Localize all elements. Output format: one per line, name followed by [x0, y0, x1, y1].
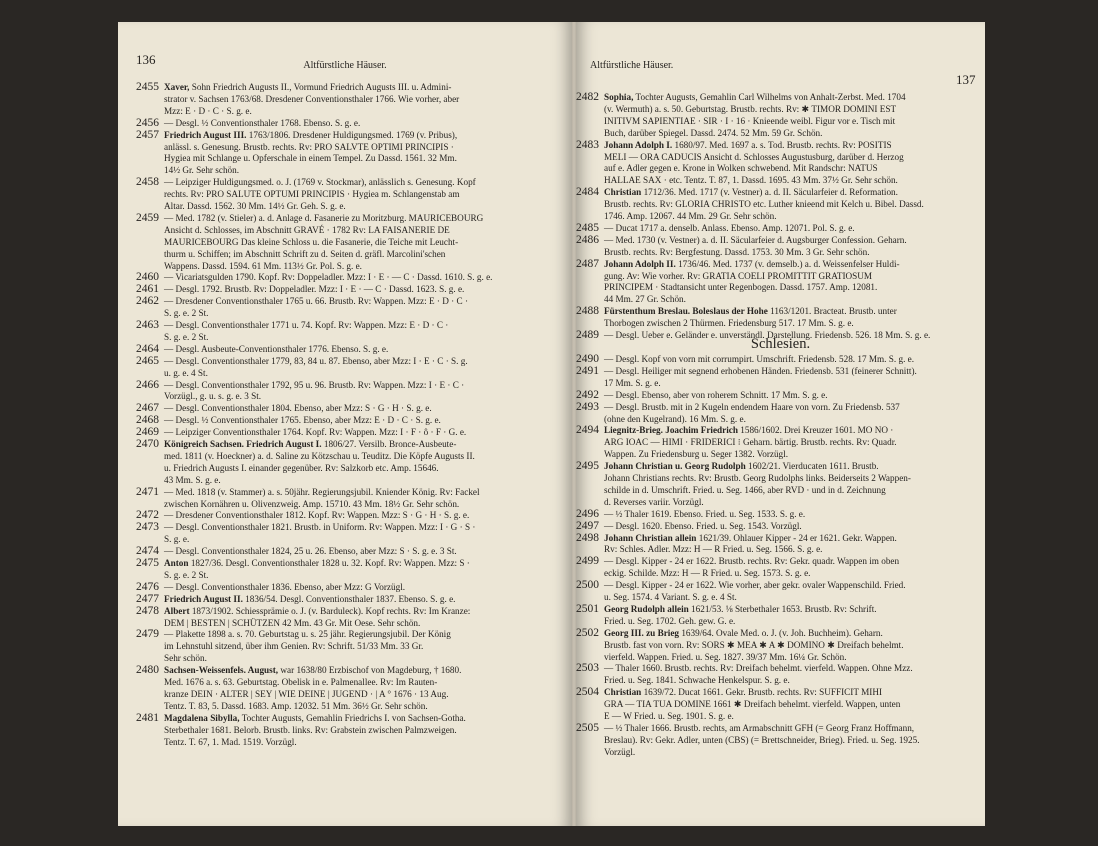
entry-number: 2467 [136, 403, 159, 415]
entry-text: — Desgl. Ebenso, aber von roherem Schnitt. 17 Mm. S. g. e. [604, 389, 828, 400]
catalog-entry [136, 213, 568, 273]
entry-text: — Desgl. Brustb. mit in 2 Kugeln endendem Haare von vorn. Zu Friedensb. 537 (ohne den Kugelrand). 16 Mm. S. g. e. [604, 401, 900, 424]
entry-text: — Leipziger Huldigungsmed. o. J. (1769 v. Stockmar), anlässlich s. Genesung. Kopf rechts. Rv: PRO SALUTE OPTUMI PRINCIPIS · Hygiea m. Schlangenstab am Altar. Dassd. 1562. 30 Mm. 14½ Gr. Geh. S. g. e. [164, 177, 476, 211]
entry-number: 2486 [576, 234, 599, 246]
catalog-entry [576, 223, 978, 235]
entry-number: 2488 [576, 306, 599, 318]
entry-number: 2497 [576, 520, 599, 532]
entry-text: — Med. 1782 (v. Stieler) a. d. Anlage d. Fasanerie zu Moritzburg. MAURICEBOURG Ansicht d. Schlosses, im Abschnitt GRAVÉ · 1782 Rv: LA FAISANERIE DE MAURICEBOURG Das kleine Schloss u. die Fasanerie, die Teiche mit Leucht- thurm u. Schiffen; im Abschnitt Schrift zu d. Seiten d. gräfl. Marcolini'schen Wappens. Dassd. 1594. 61 Mm. 113½ Gr. Pol. S. g. e. [164, 212, 484, 271]
catalog-entry [136, 546, 568, 558]
entry-text: — Desgl. Heiliger mit segnend erhobenen Händen. Friedensb. 531 (feinerer Schnitt). 17 Mm. S. g. e. [604, 365, 917, 388]
catalog-entry [576, 187, 978, 223]
catalog-entry [136, 439, 568, 487]
catalog-entry [576, 306, 978, 330]
entry-text: — Leipziger Conventionsthaler 1764. Kopf. Rv: Wappen. Mzz: I · F · ô · F · G. e. [164, 427, 467, 438]
catalog-entry [136, 594, 568, 606]
entry-text: Sachsen-Weissenfels. August, war 1638/80 Erzbischof von Magdeburg, † 1680. Med. 1676 a. s. 63. Geburtstag. Obelisk in e. Palmenallee. Rv: Im Rauten- kranze DEIN · ALTER | SEY | WIE DEINE | JUGEND · | A ° 1676 · 13 Aug. Tentz. T. 83, 5. Dassd. 1683. Amp. 12032. 51 Mm. 36½ Gr. Sehr schön. [164, 665, 462, 711]
entry-number: 2460 [136, 272, 159, 284]
entry-text: — Desgl. Kipper - 24 er 1622. Brustb. rechts. Rv: Gekr. quadr. Wappen im oben eckig. Schilde. Mzz: H — R Fried. u. Seg. 1573. S. g. e. [604, 556, 900, 579]
entry-number: 2487 [576, 258, 599, 270]
entry-number: 2490 [576, 354, 599, 365]
entry-number: 2493 [576, 401, 599, 413]
catalog-entry [136, 130, 568, 178]
entry-number: 2471 [136, 486, 159, 498]
entry-text: Königreich Sachsen. Friedrich August I. 1806/27. Versilb. Bronce-Ausbeute- med. 1811 (v. Hoeckner) a. d. Saline zu Kötzschau u. Teuditz. Die Köpfe Augusts II. u. Friedrich Augusts I. einander gegenüber. Rv: Salzkorb etc. Amp. 15646. 43 Mm. S. g. e. [164, 439, 475, 485]
entry-number: 2505 [576, 722, 599, 734]
catalog-entry [136, 558, 568, 582]
catalog-entry [136, 582, 568, 594]
entry-number: 2485 [576, 222, 599, 234]
entry-number: 2479 [136, 629, 159, 641]
entry-text: — Med. 1730 (v. Vestner) a. d. II. Säcularfeier d. Augsburger Confession. Geharn. Brustb. rechts. Rv: Bergfestung. Dassd. 1753. 30 Mm. 3 Gr. Sehr schön. [604, 234, 907, 257]
entry-number: 2500 [576, 580, 599, 592]
entry-text: — ½ Thaler 1619. Ebenso. Fried. u. Seg. 1533. S. g. e. [604, 508, 806, 519]
catalog-entry [576, 425, 978, 461]
entry-text: Anton 1827/36. Desgl. Conventionsthaler 1828 u. 32. Kopf. Rv: Wappen. Mzz: S · S. g. e. 2 St. [164, 558, 470, 580]
entry-text: — Desgl. Conventionsthaler 1836. Ebenso, aber Mzz: G Vorzügl. [164, 581, 406, 592]
catalog-entry [136, 380, 568, 404]
entry-text: — Desgl. Conventionsthaler 1771 u. 74. Kopf. Rv: Wappen. Mzz: E · D · C · S. g. e. 2 St. [164, 320, 449, 342]
page-number: 137 [956, 72, 976, 87]
catalog-entry [136, 629, 568, 665]
catalog-entry [576, 92, 978, 140]
entry-number: 2474 [136, 546, 159, 558]
entry-number: 2462 [136, 296, 159, 308]
catalog-entry [576, 390, 978, 402]
entry-text: Christian 1639/72. Ducat 1661. Gekr. Brustb. rechts. Rv: SUFFICIT MIHI GRA — TIA TUA DOMINE 1661 ✱ Dreifach behelmt. vierfeld. Wappen, unten E — W Fried. u. Seg. 1901. S. g. e. [604, 687, 901, 721]
entry-text: — Desgl. Conventionsthaler 1821. Brustb. in Uniform. Rv: Wappen. Mzz: I · G · S · S. g. e. [164, 522, 476, 545]
entry-text: Friedrich August II. 1836/54. Desgl. Conventionsthaler 1837. Ebenso. S. g. e. [164, 593, 456, 604]
entry-number: 2464 [136, 343, 159, 355]
entry-text: — Desgl. Ausbeute-Conventionsthaler 1776. Ebenso. S. g. e. [164, 343, 389, 354]
catalog-entry [576, 140, 978, 188]
entry-number: 2468 [136, 415, 159, 427]
entry-text: — Dresdener Conventionsthaler 1765 u. 66. Brustb. Rv: Wappen. Mzz: E · D · C · S. g. e. 2 St. [164, 296, 469, 319]
entry-text: — Plakette 1898 a. s. 70. Geburtstag u. s. 25 jähr. Regierungsjubil. Der König im Lehnstuhl sitzend, über ihm Genien. Rv: Schrift. 51/33 Mm. 33 Gr. Sehr schön. [164, 629, 451, 664]
catalog-entry [136, 510, 568, 522]
catalog-entry [576, 354, 978, 366]
entry-text: — Thaler 1660. Brustb. rechts. Rv: Dreifach behelmt. vierfeld. Wappen. Ohne Mzz. Fried. u. Seg. 1841. Schwache Henkelspur. S. g. e. [604, 663, 913, 686]
entry-number: 2459 [136, 212, 159, 224]
entry-number: 2478 [136, 605, 159, 617]
entry-text: — Desgl. Conventionsthaler 1792, 95 u. 96. Brustb. Rv: Wappen. Mzz: I · E · C · Vorzügl., g. u. s. g. e. 3 St. [164, 379, 465, 402]
entry-number: 2502 [576, 627, 599, 639]
entry-text: — Ducat 1717 a. denselb. Anlass. Ebenso. Amp. 12071. Pol. S. g. e. [604, 222, 855, 233]
entry-number: 2492 [576, 389, 599, 401]
entry-text: — Desgl. 1792. Brustb. Rv: Doppeladler. Mzz: I · E · — C · Dassd. 1623. S. g. e. [164, 284, 465, 295]
catalog-entry [576, 509, 978, 521]
catalog-entry [136, 272, 568, 284]
catalog-entry [576, 604, 978, 628]
entry-number: 2457 [136, 129, 159, 141]
entry-text: Sophia, Tochter Augusts, Gemahlin Carl Wilhelms von Anhalt-Zerbst. Med. 1704 (v. Wermuth) a. s. 50. Geburtstag. Brustb. rechts. Rv: ✱ TIMOR DOMINI EST INITIVM SAPIENTIAE · SIR · I · 16 · Knieende weibl. Figur vor e. Tisch mit Buch, darüber Spiegel. Dassd. 2474. 52 Mm. 59 Gr. Schön. [604, 92, 906, 138]
entry-text: Johann Christian allein 1621/39. Ohlauer Kipper - 24 er 1621. Gekr. Wappen. Rv: Schles. Adler. Mzz: H — R Fried. u. Seg. 1566. S. g. e. [604, 532, 897, 555]
section-title: Schlesien. [750, 336, 811, 352]
entry-text: Liegnitz-Brieg. Joachim Friedrich 1586/1602. Drei Kreuzer 1601. MO NO · ARG IOAC — HIMI · FRIDERICI ⁝ Geharn. bärtig. Brustb. rechts. Rv: Quadr. Wappen. Zu Friedensburg u. Seger 1382. Vorzügl. [604, 425, 897, 460]
entry-number: 2489 [576, 330, 599, 341]
entry-number: 2484 [576, 187, 599, 199]
catalog-entry [136, 320, 568, 344]
entry-number: 2472 [136, 510, 159, 522]
entry-number: 2473 [136, 522, 159, 534]
catalog-entry [136, 284, 568, 296]
entry-text: Xaver, Sohn Friedrich Augusts II., Vormund Friedrich Augusts III. u. Admini- strator v. Sachsen 1763/68. Dresdener Conventionsthaler 1766. Wie vorher, aber Mzz: E · D · C · S. g. e. [164, 82, 460, 116]
entry-text: Georg Rudolph allein 1621/53. ⅛ Sterbethaler 1653. Brustb. Rv: Schrift. Fried. u. Seg. 1702. Geh. gew. G. e. [604, 603, 877, 626]
catalog-entry [136, 487, 568, 511]
left-page [118, 22, 572, 826]
entry-text: — Desgl. Kopf von vorn mit corrumpirt. Umschrift. Friedensb. 528. 17 Mm. S. g. e. [604, 354, 915, 364]
entry-text: — Desgl. Kipper - 24 er 1622. Wie vorher, aber gekr. ovaler Wappenschild. Fried. u. Seg. 1574. 4 Variant. S. g. e. 4 St. [604, 580, 906, 602]
entry-number: 2499 [576, 556, 599, 568]
entry-text: — Desgl. ½ Conventionsthaler 1765. Ebenso, aber Mzz: E · D · C · S. g. e. [164, 415, 441, 426]
catalog-entry [576, 628, 978, 664]
catalog-entry [136, 296, 568, 320]
running-header: Altfürstliche Häuser. [303, 60, 387, 71]
entry-text: Johann Christian u. Georg Rudolph 1602/21. Vierducaten 1611. Brustb. Johann Christians rechts. Rv: Brustb. Georg Rudolphs links. Beiderseits 2 Wappen- schilde in d. Umschrift. Fried. u. Seg. 1466, aber RVD · und in d. Zeichnung d. Reverses variir. Vorzügl. [604, 461, 911, 507]
entry-text: Johann Adolph II. 1736/46. Med. 1737 (v. demselb.) a. d. Weissenfelser Huldi- gung. Av: Wie vorher. Rv: GRATIA COELI PROMITTIT GRATIOSUM PRINCIPEM · Stadtansicht unter Regenbogen. Dassd. 1757. Amp. 12081. 44 Mm. 27 Gr. Schön. [604, 258, 900, 305]
entry-text: — Dresdener Conventionsthaler 1812. Kopf. Rv: Wappen. Mzz: S · G · H · S. g. e. [164, 510, 470, 521]
entry-text: — Desgl. Conventionsthaler 1824, 25 u. 26. Ebenso, aber Mzz: S · S. g. e. 3 St. [164, 546, 457, 557]
entry-text: Albert 1873/1902. Schiessprämie o. J. (v. Barduleck). Kopf rechts. Rv: Im Kranze: DEM | BESTEN | SCHÜTZEN 42 Mm. 43 Gr. Mit Oese. Sehr schön. [164, 605, 471, 628]
entry-number: 2465 [136, 355, 159, 367]
entry-number: 2480 [136, 665, 159, 677]
catalog-entry [136, 403, 568, 415]
entry-text: — Desgl. Conventionsthaler 1804. Ebenso, aber Mzz: S · G · H · S. g. e. [164, 403, 432, 414]
entry-number: 2469 [136, 427, 159, 439]
catalog-entry [136, 177, 568, 213]
entry-text: Magdalena Sibylla, Tochter Augusts, Gemahlin Friedrichs I. von Sachsen-Gotha. Sterbethaler 1681. Belorb. Brustb. links. Rv: Grabstein zwischen Palmzweigen. Tentz. T. 67, 1. Mad. 1519. Vorzügl. [164, 712, 466, 747]
catalog-entry [136, 665, 568, 713]
entry-text: — Med. 1818 (v. Stammer) a. s. 50jähr. Regierungsjubil. Kniender König. Rv: Fackel zwischen Kornähren u. Olivenzweig. Amp. 15710. 43 Mm. 18½ Gr. Sehr schön. [164, 486, 480, 509]
entry-text: — Desgl. Conventionsthaler 1779, 83, 84 u. 87. Ebenso, aber Mzz: I · E · C · S. g. u. g. e. 4 St. [164, 355, 468, 378]
right-page [576, 22, 985, 826]
catalog-entry [576, 402, 978, 426]
catalog-entry [576, 366, 978, 390]
entry-number: 2458 [136, 177, 159, 189]
entry-number: 2501 [576, 603, 599, 615]
entry-text: Georg III. zu Brieg 1639/64. Ovale Med. o. J. (v. Joh. Buchheim). Geharn. Brustb. fast von vorn. Rv: SORS ✱ MEA ✱ A ✱ DOMINO ✱ Dreifach behelmt. vierfeld. Wappen. Fried. u. Seg. 1827. 39/37 Mm. 16¼ Gr. Schön. [604, 627, 904, 662]
catalog-entry [136, 344, 568, 356]
entry-number: 2483 [576, 139, 599, 151]
entry-number: 2456 [136, 117, 159, 129]
entry-number: 2503 [576, 663, 599, 675]
entry-number: 2470 [136, 439, 159, 450]
entry-text: — ½ Thaler 1666. Brustb. rechts, am Armabschnitt GFH (= Georg Franz Hoffmann, Breslau). Rv: Gekr. Adler, unten (CBS) (= Brettschneider, Brieg). Fried. u. Seg. 1925. Vorzügl. [604, 722, 920, 757]
entry-number: 2504 [576, 687, 599, 699]
entry-number: 2476 [136, 581, 159, 593]
entry-text: — Vicariatsgulden 1790. Kopf. Rv: Doppeladler. Mzz: I · E · — C · Dassd. 1610. S. g. e. [164, 272, 493, 283]
entry-text: — Desgl. 1620. Ebenso. Fried. u. Seg. 1543. Vorzügl. [604, 520, 802, 531]
entry-number: 2495 [576, 461, 599, 473]
catalog-entry [136, 427, 568, 439]
entry-number: 2477 [136, 593, 159, 605]
catalog-entry [136, 356, 568, 380]
catalog-entry [576, 723, 978, 759]
entry-text: Christian 1712/36. Med. 1717 (v. Vestner) a. d. II. Säcularfeier d. Reformation. Brustb. rechts. Rv: GLORIA CHRISTO etc. Luther knieend mit Kelch u. Bibel. Dassd. 1746. Amp. 12067. 44 Mm. 29 Gr. Sehr schön. [604, 187, 924, 221]
entry-text: Johann Adolph I. 1680/97. Med. 1697 a. s. Tod. Brustb. rechts. Rv: POSITIS MELI — ORA CADUCIS Ansicht d. Schlosses Augustusburg, darüber d. Herzog auf e. Adler gegen e. Krone in Wolken schwebend. Mit Randschr: NATUS HALLAE SAX · etc. Tentz. T. 87, 1. Dassd. 1695. 43 Mm. 37½ Gr. Sehr schön. [604, 139, 904, 186]
catalog-entry [136, 522, 568, 546]
entry-number: 2463 [136, 320, 159, 331]
entry-number: 2494 [576, 425, 599, 437]
entry-number: 2496 [576, 508, 599, 520]
entry-number: 2481 [136, 712, 159, 724]
entry-text: Friedrich August III. 1763/1806. Dresdener Huldigungsmed. 1769 (v. Pribus), anlässl. s. Genesung. Brustb. rechts. Rv: PRO SALVTE OPTIMI PRINCIPIS · Hygiea mit Schlange u. Opferschale in einem Tempel. Zu Dassd. 1561. 32 Mm. 14½ Gr. Sehr schön. [164, 129, 458, 176]
catalog-entry [576, 533, 978, 557]
entry-number: 2475 [136, 558, 159, 569]
entry-number: 2491 [576, 365, 599, 377]
entry-number: 2455 [136, 82, 159, 93]
page-number: 136 [136, 52, 156, 67]
catalog-entry [136, 82, 568, 118]
catalog-entry [136, 606, 568, 630]
running-header: Altfürstliche Häuser. [590, 60, 674, 71]
catalog-entry [576, 663, 978, 687]
catalog-entry [576, 556, 978, 580]
entry-number: 2482 [576, 92, 599, 103]
catalog-entry [576, 580, 978, 604]
catalog-entry [136, 415, 568, 427]
entry-text: — Desgl. ½ Conventionsthaler 1768. Ebenso. S. g. e. [164, 117, 361, 128]
entry-number: 2498 [576, 532, 599, 544]
catalog-entry [576, 259, 978, 307]
catalog-entry [576, 461, 978, 509]
catalog-entry [136, 713, 568, 749]
catalog-entry [576, 235, 978, 259]
catalog-entry [576, 687, 978, 723]
catalog-entry [576, 330, 978, 342]
entry-number: 2466 [136, 379, 159, 391]
entry-number: 2461 [136, 284, 159, 296]
entry-text: — Desgl. Ueber e. Geländer e. unverständl. Darstellung. Friedensb. 526. 18 Mm. S. g. e. [604, 330, 931, 340]
catalog-entry [576, 521, 978, 533]
catalog-entry [136, 118, 568, 130]
entry-text: Fürstenthum Breslau. Boleslaus der Hohe 1163/1201. Bracteat. Brustb. unter Thorbogen zwischen 2 Thürmen. Friedensburg 517. 17 Mm. S. g. e. [604, 306, 897, 329]
